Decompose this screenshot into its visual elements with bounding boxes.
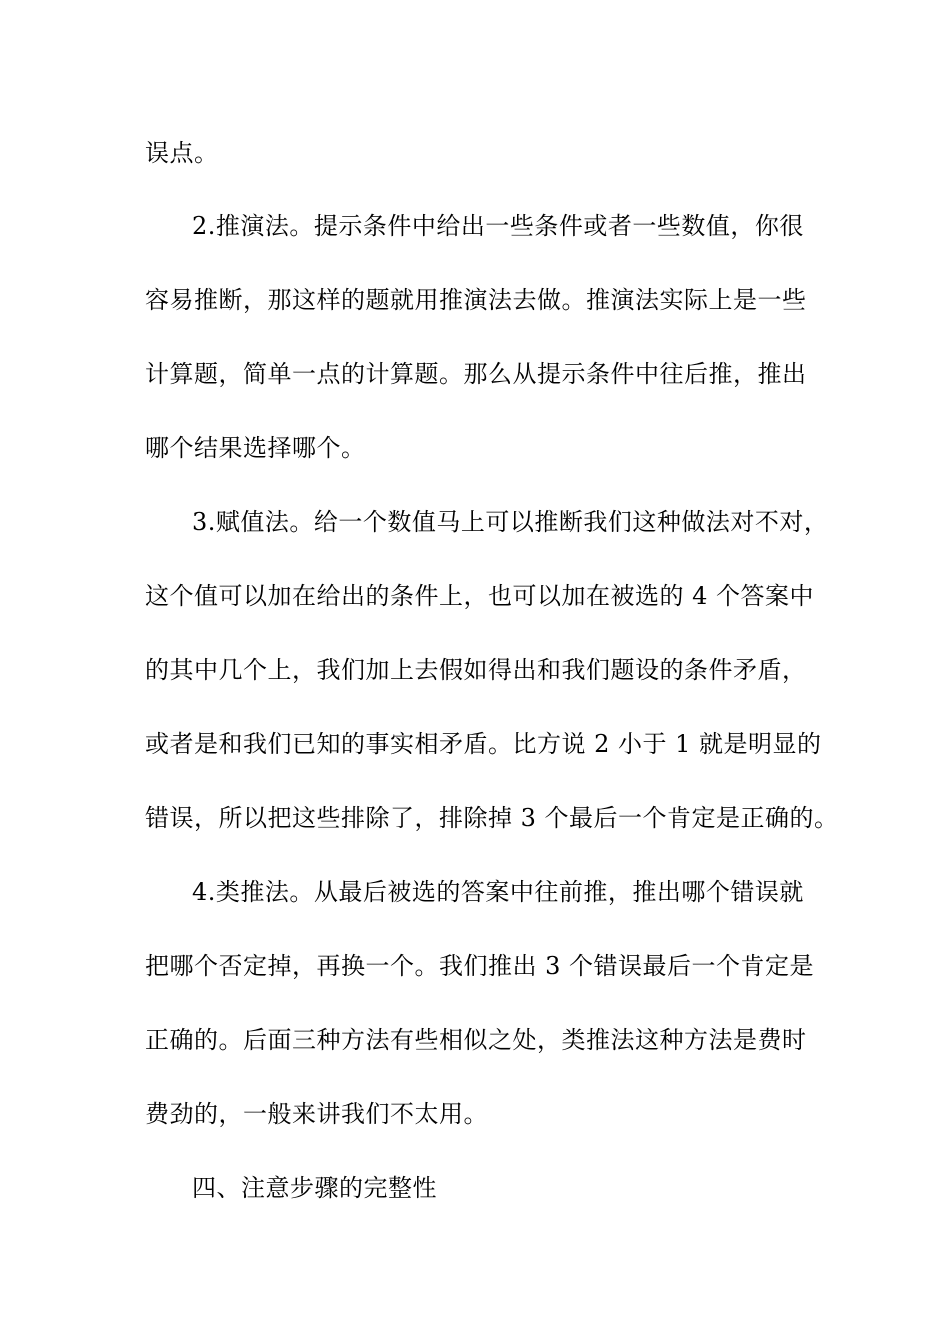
paragraph-method-3-line-4: 或者是和我们已知的事实相矛盾。比方说 2 小于 1 就是明显的 xyxy=(145,730,822,758)
paragraph-method-4-line-3: 正确的。后面三种方法有些相似之处，类推法这种方法是费时 xyxy=(145,1026,807,1054)
text-line-1: 误点。 xyxy=(145,139,219,167)
section-heading-4: 四、注意步骤的完整性 xyxy=(192,1174,437,1202)
paragraph-method-2-line-1: 2.推演法。提示条件中给出一些条件或者一些数值，你很 xyxy=(192,212,804,240)
paragraph-method-3-line-3: 的其中几个上，我们加上去假如得出和我们题设的条件矛盾， xyxy=(145,656,807,684)
paragraph-method-4-line-4: 费劲的，一般来讲我们不太用。 xyxy=(145,1100,488,1128)
paragraph-method-2-line-4: 哪个结果选择哪个。 xyxy=(145,434,366,462)
paragraph-method-4-line-2: 把哪个否定掉，再换一个。我们推出 3 个错误最后一个肯定是 xyxy=(145,952,815,980)
paragraph-method-2-line-2: 容易推断，那这样的题就用推演法去做。推演法实际上是一些 xyxy=(145,286,807,314)
paragraph-method-3-line-2: 这个值可以加在给出的条件上，也可以加在被选的 4 个答案中 xyxy=(145,582,815,610)
paragraph-method-3-line-5: 错误，所以把这些排除了，排除掉 3 个最后一个肯定是正确的。 xyxy=(145,804,839,832)
paragraph-method-4-line-1: 4.类推法。从最后被选的答案中往前推，推出哪个错误就 xyxy=(192,878,804,906)
paragraph-method-2-line-3: 计算题，简单一点的计算题。那么从提示条件中往后推，推出 xyxy=(145,360,807,388)
paragraph-method-3-line-1: 3.赋值法。给一个数值马上可以推断我们这种做法对不对， xyxy=(192,508,829,536)
